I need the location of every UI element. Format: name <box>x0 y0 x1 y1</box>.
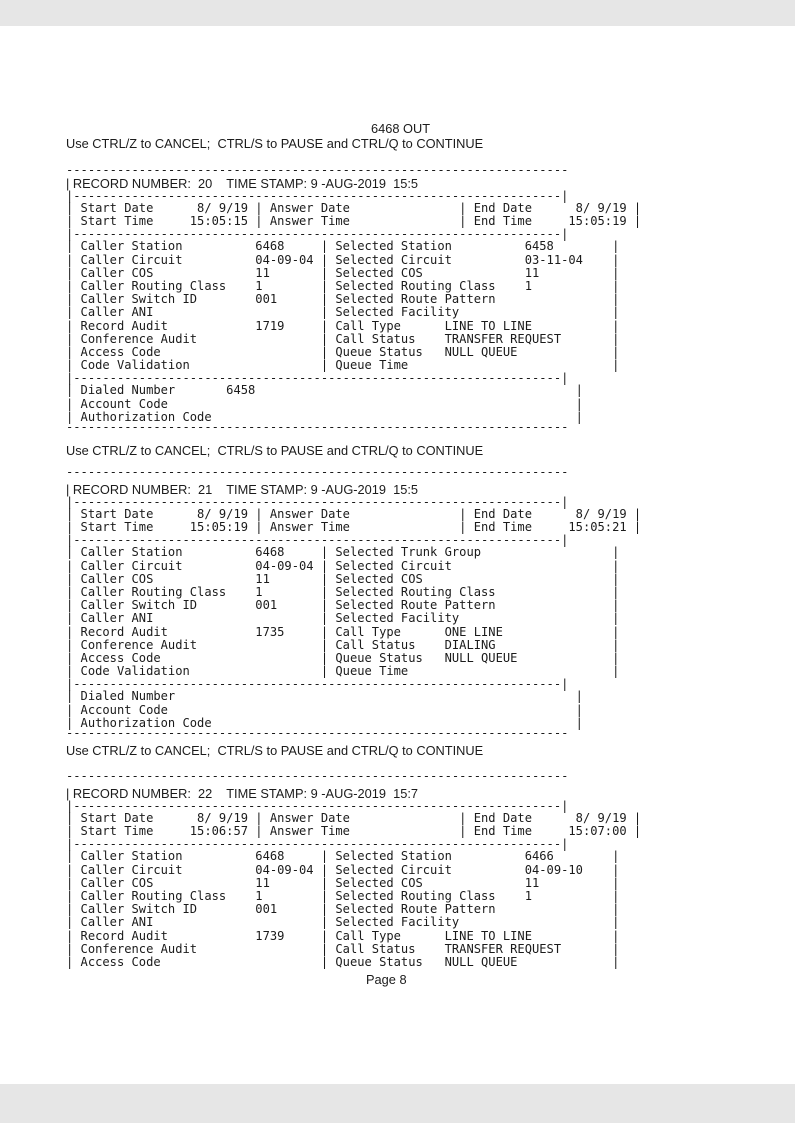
record-line: | Caller ANI | Selected Facility | <box>66 611 620 626</box>
record-number-line: | RECORD NUMBER: 22 TIME STAMP: 9 -AUG-2019 15:7 <box>66 786 419 801</box>
record-line: | Caller COS 11 | Selected COS | <box>66 571 620 586</box>
record-line: | Start Date 8/ 9/19 | Answer Date | End Date 8/ 9/19 | <box>66 201 642 215</box>
record-line: | Caller Station 6468 | Selected Station 6466 | <box>66 849 620 864</box>
record-line: | Account Code | <box>66 396 583 411</box>
record-line: |-------------------------------------------------------------------| <box>66 227 569 242</box>
record-line: | Start Time 15:06:57 | Answer Time | End Time 15:07:00 | <box>66 824 642 839</box>
record-number-line: | RECORD NUMBER: 21 TIME STAMP: 9 -AUG-2019 15:5 <box>66 482 419 497</box>
instruction-line-1: Use CTRL/Z to CANCEL; CTRL/S to PAUSE and CTRL/Q to CONTINUE <box>66 136 484 151</box>
instruction-line-3: Use CTRL/Z to CANCEL; CTRL/S to PAUSE and CTRL/Q to CONTINUE <box>66 743 484 758</box>
record-line: | Caller Station 6468 | Selected Trunk Group | <box>66 545 620 560</box>
record-line: | Start Date 8/ 9/19 | Answer Date | End Date 8/ 9/19 | <box>66 507 642 521</box>
instruction-line-2: Use CTRL/Z to CANCEL; CTRL/S to PAUSE and CTRL/Q to CONTINUE <box>66 443 484 458</box>
record-top-rule: --------------------------------------------------------------------- <box>66 769 569 783</box>
record-line: | Code Validation | Queue Time | <box>66 358 620 373</box>
record-line: | Caller Switch ID 001 | Selected Route Pattern | <box>66 902 620 917</box>
record-line: | Caller Circuit 04-09-04 | Selected Circuit | <box>66 558 620 573</box>
record-line: | Code Validation | Queue Time | <box>66 664 620 679</box>
record-top-rule: --------------------------------------------------------------------- <box>66 465 569 479</box>
scan-margin-bottom <box>0 1084 795 1123</box>
record-line: |-------------------------------------------------------------------| <box>66 495 569 509</box>
record-line: |-------------------------------------------------------------------| <box>66 371 569 386</box>
record-bottom-rule: --------------------------------------------------------------------- <box>66 726 569 740</box>
record-line: | Record Audit 1719 | Call Type LINE TO LINE | <box>66 318 620 333</box>
record-line: | Authorization Code | <box>66 715 583 730</box>
record-line: | Caller Routing Class 1 | Selected Routing Class 1 | <box>66 889 620 903</box>
record-line: | Conference Audit | Call Status TRANSFER REQUEST | <box>66 331 620 346</box>
scan-margin-top <box>0 0 795 26</box>
record-line: | Start Time 15:05:15 | Answer Time | End Time 15:05:19 | <box>66 214 642 229</box>
record-line: | Caller ANI | Selected Facility | <box>66 915 620 930</box>
record-line: | Access Code | Queue Status NULL QUEUE | <box>66 345 620 359</box>
record-line: |-------------------------------------------------------------------| <box>66 677 569 692</box>
record-line: | Start Time 15:05:19 | Answer Time | End Time 15:05:21 | <box>66 520 642 535</box>
record-line: | Caller Station 6468 | Selected Station 6458 | <box>66 239 620 254</box>
record-line: | Caller Switch ID 001 | Selected Route Pattern | <box>66 292 620 307</box>
record-line: |-------------------------------------------------------------------| <box>66 189 569 203</box>
record-bottom-rule: --------------------------------------------------------------------- <box>66 420 569 434</box>
record-line: | Account Code | <box>66 702 583 717</box>
record-line: |-------------------------------------------------------------------| <box>66 799 569 813</box>
record-line: | Caller Circuit 04-09-04 | Selected Circuit 04-09-10 | <box>66 862 620 877</box>
record-line: | Caller COS 11 | Selected COS 11 | <box>66 265 620 280</box>
record-line: | Dialed Number | <box>66 689 583 704</box>
record-line: | Record Audit 1739 | Call Type LINE TO LINE | <box>66 928 620 943</box>
record-line: | Record Audit 1735 | Call Type ONE LINE | <box>66 624 620 639</box>
record-line: | Caller ANI | Selected Facility | <box>66 305 620 320</box>
record-line: | Caller COS 11 | Selected COS 11 | <box>66 875 620 890</box>
record-line: | Caller Circuit 04-09-04 | Selected Circuit 03-11-04 | <box>66 252 620 267</box>
record-line: | Conference Audit | Call Status DIALING | <box>66 637 620 652</box>
record-line: | Caller Switch ID 001 | Selected Route Pattern | <box>66 598 620 613</box>
record-number-line: | RECORD NUMBER: 20 TIME STAMP: 9 -AUG-2019 15:5 <box>66 176 419 191</box>
page-number: Page 8 <box>366 972 407 987</box>
record-line: | Caller Routing Class 1 | Selected Routing Class 1 | <box>66 279 620 293</box>
record-line: | Start Date 8/ 9/19 | Answer Date | End Date 8/ 9/19 | <box>66 811 642 825</box>
record-line: |-------------------------------------------------------------------| <box>66 533 569 548</box>
record-line: |-------------------------------------------------------------------| <box>66 837 569 852</box>
record-line: | Authorization Code | <box>66 409 583 424</box>
record-line: | Access Code | Queue Status NULL QUEUE | <box>66 955 620 969</box>
record-line: | Conference Audit | Call Status TRANSFER REQUEST | <box>66 941 620 956</box>
record-line: | Dialed Number 6458 | <box>66 383 583 398</box>
record-line: | Access Code | Queue Status NULL QUEUE | <box>66 651 620 665</box>
record-line: | Caller Routing Class 1 | Selected Routing Class | <box>66 585 620 599</box>
record-top-rule: --------------------------------------------------------------------- <box>66 163 569 177</box>
report-title: 6468 OUT <box>371 121 431 136</box>
